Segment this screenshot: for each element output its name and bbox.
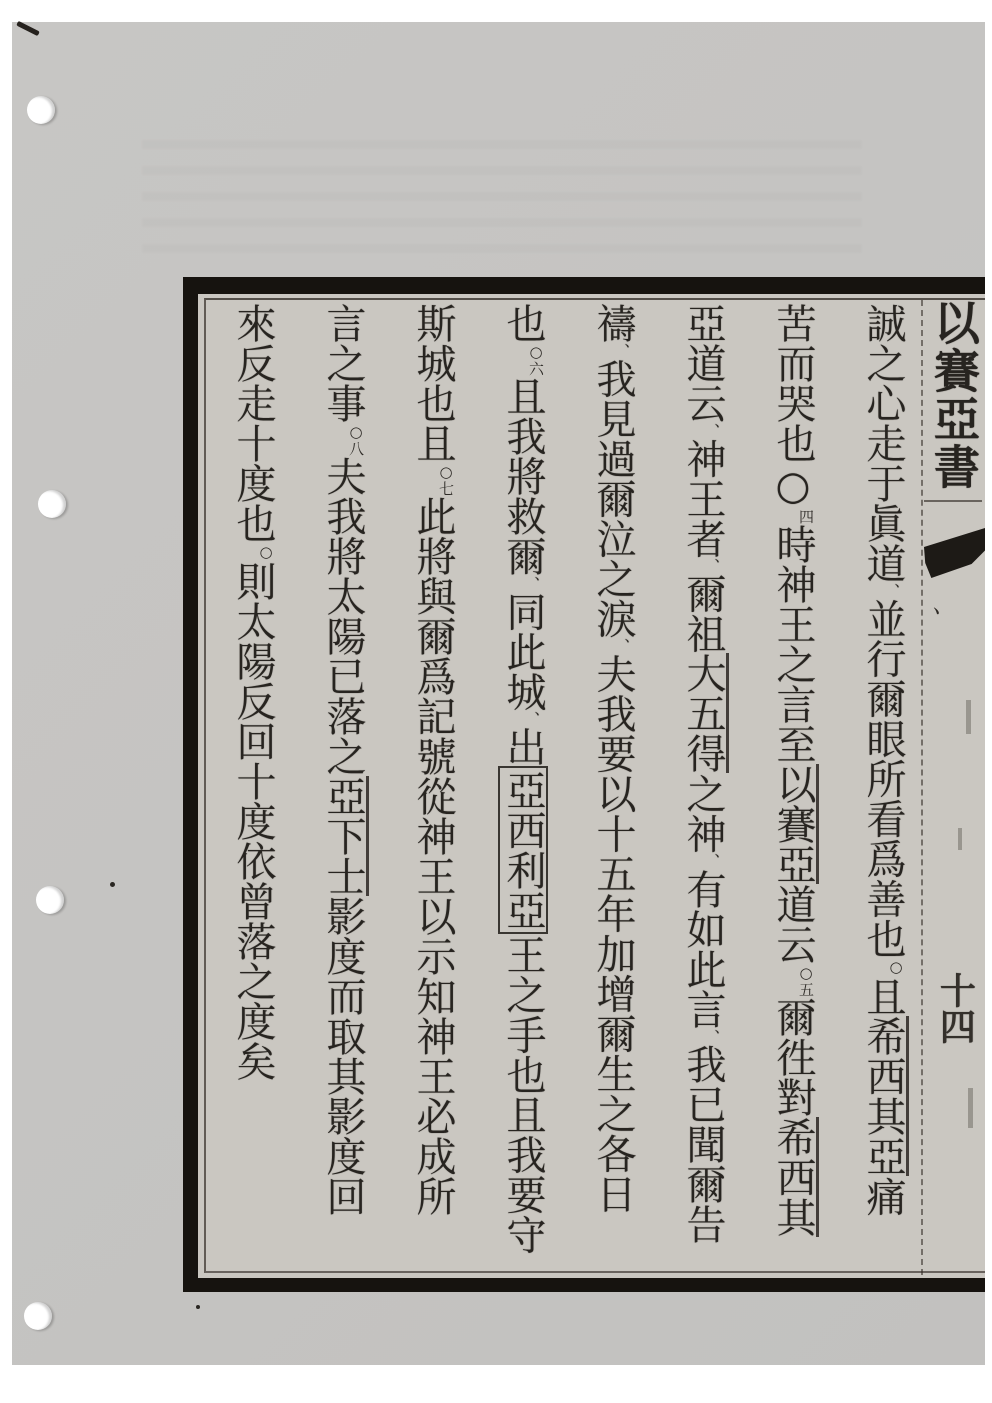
column-gutter-rule xyxy=(921,300,923,1275)
folio-number: 十四 xyxy=(934,972,977,1044)
comma-mark: 、 xyxy=(613,343,631,359)
verse-note: ○五 xyxy=(797,964,815,997)
punch-hole-3 xyxy=(36,886,64,914)
proper-noun-mark: 亞下士 xyxy=(320,776,369,896)
verse-note: ○ xyxy=(887,958,905,977)
proper-noun-mark: 以賽亞 xyxy=(770,764,819,884)
text-column-6: 斯城也且○七此將與爾爲記號從神王以示知神王必成所 xyxy=(410,303,456,1216)
punch-hole-4 xyxy=(24,1302,52,1330)
punch-hole-2 xyxy=(38,490,66,518)
comma-mark: 、 xyxy=(703,423,721,439)
text-column-8: 來反走十度也○則太陽反回十度依曾落之度矣 xyxy=(230,303,276,1081)
edge-fragment xyxy=(966,700,971,734)
verse-note: ○六 xyxy=(527,343,545,376)
text-column-1: 誠之心走于眞道、並行爾眼所看爲善也○且希西其亞痛 xyxy=(862,303,904,1285)
comma-mark: 、 xyxy=(703,1028,721,1044)
text-column-4: 禱、我見過爾泣之淚、夫我要以十五年加增爾生之各日 xyxy=(590,303,636,1214)
text-columns xyxy=(210,303,904,1285)
text-column-3: 亞道云、神王者、爾祖大五得之神、有如此言、我已聞爾告 xyxy=(682,303,724,1285)
verse-note: ○ xyxy=(257,543,275,561)
comma-mark: 、 xyxy=(523,576,541,592)
paper-speck xyxy=(110,882,115,887)
verse-note: ○八 xyxy=(347,423,365,456)
proper-noun-mark: 希西其 xyxy=(770,1117,819,1237)
verse-note: 四 xyxy=(797,509,815,524)
edge-fragment xyxy=(958,828,962,850)
paper-speck xyxy=(196,1305,200,1309)
punch-hole-1 xyxy=(27,96,55,124)
text-column-5: 也○六且我將救爾、同此城、出亞西利亞王之手也且我要守 xyxy=(500,303,546,1255)
title-rule xyxy=(924,500,982,502)
edge-fragment xyxy=(968,1088,973,1128)
text-column-2: 苦而哭也○四時神王之言至以賽亞道云○五爾徃對希西其 xyxy=(772,303,814,1285)
place-name-box: 亞西利亞 xyxy=(498,766,548,934)
stray-comma-mark: 、 xyxy=(930,589,961,623)
text-column-7: 言之事○八夫我將太陽已落之亞下士影度而取其影度回 xyxy=(322,303,364,1285)
comma-mark: 、 xyxy=(613,638,631,654)
comma-mark: 、 xyxy=(703,558,721,574)
proper-noun-mark: 大五得 xyxy=(680,653,729,773)
comma-mark: 、 xyxy=(703,853,721,869)
comma-mark: 、 xyxy=(523,711,541,727)
comma-mark: 、 xyxy=(883,583,901,599)
ghost-band xyxy=(142,140,862,260)
proper-noun-mark: 希西其亞 xyxy=(860,1016,909,1176)
verse-note: ○七 xyxy=(437,463,455,496)
book-title: 以賽亞書 xyxy=(926,299,981,491)
